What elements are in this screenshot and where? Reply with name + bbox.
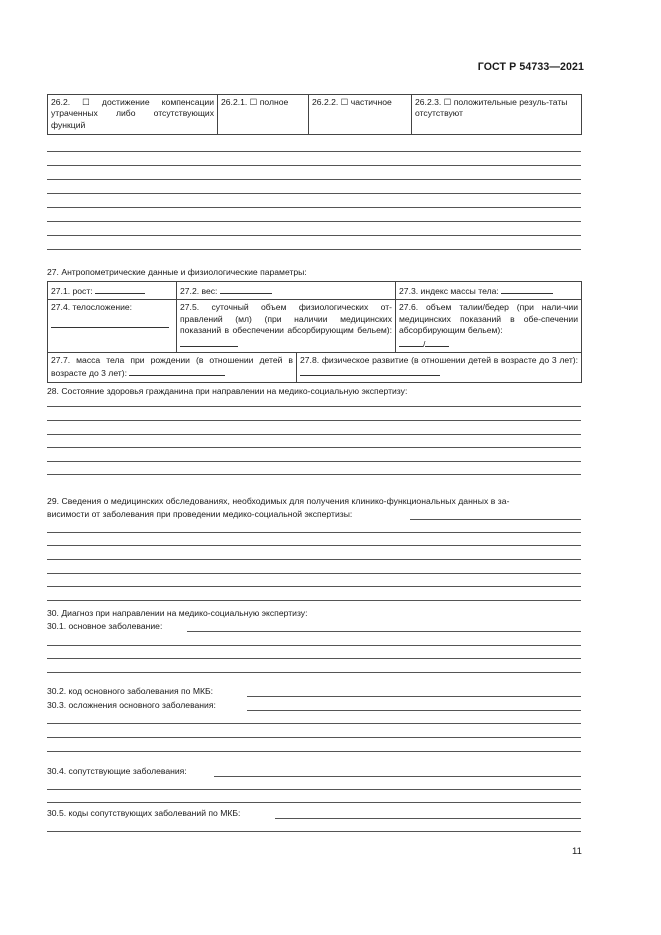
fill-line[interactable]	[47, 802, 581, 803]
fill-line[interactable]	[47, 545, 581, 546]
fill-line[interactable]	[47, 207, 581, 208]
cell-27-2[interactable]: 27.2. вес:	[177, 282, 396, 300]
label-30-3: 30.3. осложнения основного заболевания:	[47, 700, 216, 710]
fill-line[interactable]	[47, 406, 581, 407]
document-code: ГОСТ Р 54733—2021	[477, 61, 584, 73]
fill-line[interactable]	[47, 789, 581, 790]
cell-26-2-1[interactable]: 26.2.1. ☐ полное	[218, 95, 309, 135]
fill-line[interactable]	[247, 710, 581, 711]
section-29-line1: 29. Сведения о медицинских обследованиях, необходимых для получения клинико-функциональных данных в за-	[47, 496, 510, 506]
cell-27-8[interactable]: 27.8. физическое развитие (в отношении детей в возрасте до 3 лет):	[297, 353, 582, 383]
fill-line[interactable]	[47, 559, 581, 560]
fill-line[interactable]	[47, 249, 581, 250]
fill-line[interactable]	[275, 818, 581, 819]
fill-line[interactable]	[47, 151, 581, 152]
fill-line[interactable]	[47, 723, 581, 724]
page-number: 11	[572, 846, 582, 857]
fill-line[interactable]	[214, 776, 581, 777]
fill-line[interactable]	[187, 631, 581, 632]
section-30-title: 30. Диагноз при направлении на медико-социальную экспертизу:	[47, 608, 308, 618]
section-29-line2: висимости от заболевания при проведении медико-социальной экспертизы:	[47, 509, 353, 519]
label-30-4: 30.4. сопутствующие заболевания:	[47, 766, 187, 776]
fill-line[interactable]	[47, 235, 581, 236]
fill-line[interactable]	[47, 658, 581, 659]
fill-line[interactable]	[47, 586, 581, 587]
cell-27-7[interactable]: 27.7. масса тела при рождении (в отношении детей в возрасте до 3 лет):	[48, 353, 297, 383]
cell-26-2-2[interactable]: 26.2.2. ☐ частичное	[309, 95, 412, 135]
fill-line[interactable]	[410, 519, 581, 520]
fill-line[interactable]	[47, 179, 581, 180]
cell-26-2[interactable]: 26.2. ☐ достижение компенсации утраченных либо отсутствующих функций	[48, 95, 218, 135]
fill-line[interactable]	[47, 461, 581, 462]
fill-line[interactable]	[47, 434, 581, 435]
fill-line[interactable]	[47, 751, 581, 752]
fill-line[interactable]	[47, 600, 581, 601]
fill-line[interactable]	[47, 831, 581, 832]
label-30-5: 30.5. коды сопутствующих заболеваний по МКБ:	[47, 808, 241, 818]
section-28-title: 28. Состояние здоровья гражданина при направлении на медико-социальную экспертизу:	[47, 386, 408, 396]
fill-line[interactable]	[47, 474, 581, 475]
fill-line[interactable]	[247, 696, 581, 697]
fill-line[interactable]	[47, 737, 581, 738]
cell-27-3[interactable]: 27.3. индекс массы тела:	[396, 282, 582, 300]
cell-26-2-3[interactable]: 26.2.3. ☐ положительные резуль-таты отсутствуют	[412, 95, 582, 135]
table-27	[47, 281, 582, 383]
cell-27-5[interactable]: 27.5. суточный объем физиологических от-правлений (мл) (при наличии медицинских показаний в обеспечении абсорбирующим бельем):	[177, 300, 396, 353]
fill-line[interactable]	[47, 645, 581, 646]
fill-line[interactable]	[47, 221, 581, 222]
fill-line[interactable]	[47, 193, 581, 194]
fill-line[interactable]	[47, 532, 581, 533]
section-27-title: 27. Антропометрические данные и физиологические параметры:	[47, 267, 307, 277]
cell-27-1[interactable]: 27.1. рост:	[48, 282, 177, 300]
cell-27-4[interactable]: 27.4. телосложение:	[48, 300, 177, 353]
table-26	[47, 94, 582, 135]
fill-line[interactable]	[47, 672, 581, 673]
label-30-2: 30.2. код основного заболевания по МКБ:	[47, 686, 214, 696]
cell-27-6[interactable]: 27.6. объем талии/бедер (при нали-чии медицинских показаний в обе-спечении абсорбирующим бельем): /	[396, 300, 582, 353]
fill-line[interactable]	[47, 420, 581, 421]
fill-line[interactable]	[47, 165, 581, 166]
fill-line[interactable]	[47, 573, 581, 574]
fill-line[interactable]	[47, 447, 581, 448]
label-30-1: 30.1. основное заболевание:	[47, 621, 163, 631]
